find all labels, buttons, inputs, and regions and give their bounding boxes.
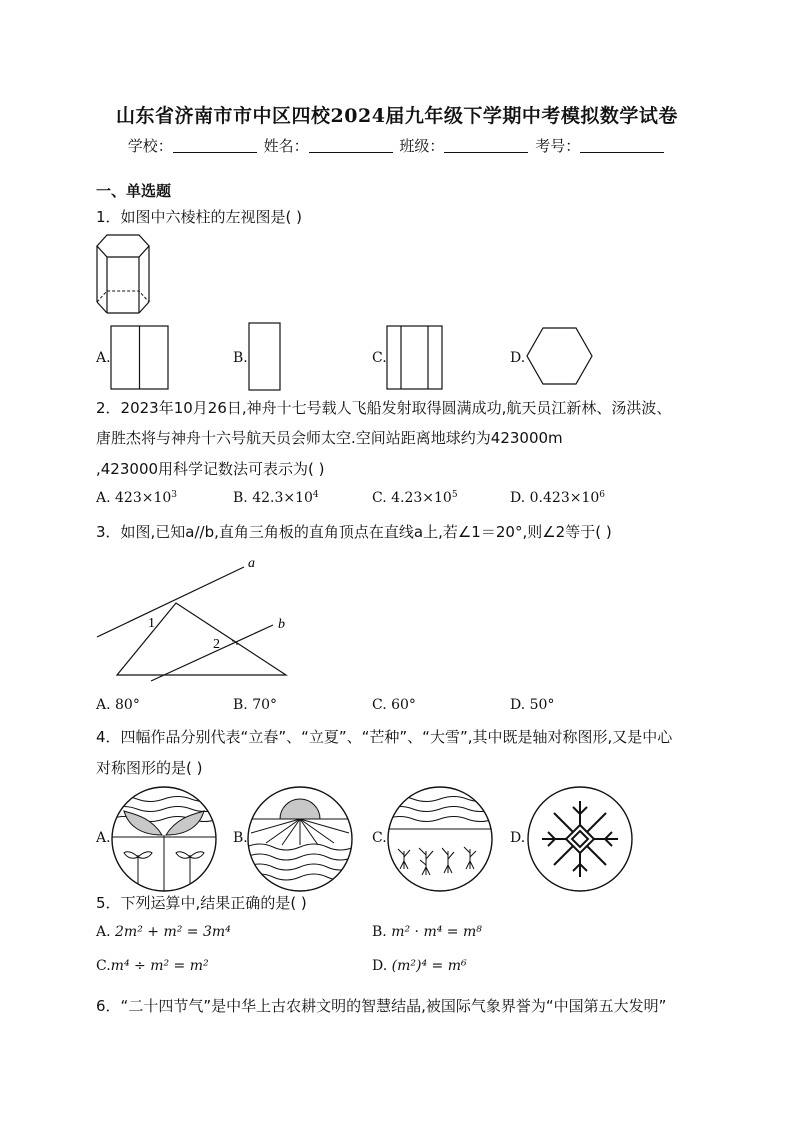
- school-label: 学校：: [127, 137, 173, 155]
- q5-option-a-text: 2m² + m² = 3m⁴: [115, 924, 231, 940]
- q2-option-d-base: 0.423×10: [529, 490, 600, 506]
- hex-prism-figure: [94, 232, 156, 316]
- name-blank[interactable]: [309, 138, 393, 153]
- q4-option-b-label: B.: [233, 830, 248, 846]
- q2-option-d-label: D.: [510, 490, 526, 506]
- q2-option-a[interactable]: [96, 490, 177, 506]
- class-blank[interactable]: [444, 138, 528, 153]
- q2-option-a-exp: 3: [171, 490, 178, 500]
- q2-line-2: 唐胜杰将与神舟十六号航天员会师太空.空间站距离地球约为423000m: [96, 429, 563, 447]
- q5-option-d-text: (m²)⁴ = m⁶: [391, 958, 467, 974]
- q4-option-c-figure[interactable]: [386, 785, 494, 893]
- q3-option-a[interactable]: A. 80°: [96, 697, 140, 713]
- q5-option-a-label: A.: [96, 924, 111, 940]
- q6-line-1: 6．“二十四节气”是中华上古农耕文明的智慧结晶,被国际气象界誉为“中国第五大发明”: [96, 997, 667, 1015]
- angle-2-label: 2: [213, 637, 220, 652]
- q1-option-b-figure[interactable]: [248, 322, 282, 392]
- q2-option-b-label: B.: [233, 490, 248, 506]
- q2-line-3: ,423000用科学记数法可表示为( ): [96, 460, 325, 478]
- q2-option-a-base: 423×10: [115, 490, 172, 506]
- q4-line-2: 对称图形的是( ): [96, 759, 203, 777]
- angle-1-label: 1: [148, 616, 155, 631]
- q1-option-c-label: C.: [372, 350, 387, 366]
- line-a-label: a: [248, 556, 255, 571]
- q2-option-b[interactable]: [233, 490, 319, 506]
- q4-option-c-label: C.: [372, 830, 387, 846]
- q5-option-a[interactable]: [96, 924, 231, 940]
- q5-option-c-label: C.: [96, 958, 111, 974]
- q3-figure: [96, 553, 296, 683]
- q5-option-b-text: m² · m⁴ = m⁸: [391, 924, 482, 940]
- q5-option-b-label: B.: [372, 924, 387, 940]
- q1-option-a-label: A.: [96, 350, 111, 366]
- q3-stem: 3．如图,已知a//b,直角三角板的直角顶点在直线a上,若∠1＝20°,则∠2等于( ): [96, 523, 612, 541]
- q3-option-c[interactable]: C. 60°: [372, 697, 416, 713]
- q1-option-a-figure[interactable]: [110, 325, 170, 391]
- q3-option-b[interactable]: B. 70°: [233, 697, 278, 713]
- q5-option-c-text: m⁴ ÷ m² = m²: [110, 958, 209, 974]
- name-label: 姓名：: [263, 137, 309, 155]
- q2-option-c[interactable]: [372, 490, 458, 506]
- q2-option-a-label: A.: [96, 490, 111, 506]
- q2-option-c-label: C.: [372, 490, 387, 506]
- q4-option-a-label: A.: [96, 830, 111, 846]
- number-blank[interactable]: [580, 138, 664, 153]
- student-info-row: [0, 135, 794, 156]
- q5-option-d[interactable]: [372, 958, 467, 974]
- q4-option-d-figure[interactable]: [526, 785, 634, 893]
- q2-option-b-base: 42.3×10: [252, 490, 313, 506]
- q2-option-b-exp: 4: [312, 490, 319, 500]
- q4-option-a-figure[interactable]: [110, 785, 218, 893]
- q3-option-d[interactable]: D. 50°: [510, 697, 555, 713]
- q2-option-c-base: 4.23×10: [391, 490, 452, 506]
- q1-option-c-figure[interactable]: [386, 325, 444, 391]
- q5-stem: 5．下列运算中,结果正确的是( ): [96, 894, 307, 912]
- q2-option-d-exp: 6: [599, 490, 605, 500]
- q5-option-d-label: D.: [372, 958, 388, 974]
- q5-option-b[interactable]: [372, 924, 482, 940]
- q4-option-b-figure[interactable]: [246, 785, 354, 893]
- q1-option-d-figure[interactable]: [526, 327, 594, 387]
- number-label: 考号：: [535, 137, 581, 155]
- q1-option-b-label: B.: [233, 350, 248, 366]
- q1-option-d-label: D.: [510, 350, 526, 366]
- q4-option-d-label: D.: [510, 830, 526, 846]
- q4-line-1: 4．四幅作品分别代表“立春”、“立夏”、“芒种”、“大雪”,其中既是轴对称图形,又是中心: [96, 728, 673, 746]
- class-label: 班级：: [399, 137, 445, 155]
- page-title: 山东省济南市市中区四校2024届九年级下学期中考模拟数学试卷: [116, 105, 678, 127]
- q2-option-d[interactable]: [510, 490, 605, 506]
- line-b-label: b: [278, 617, 285, 632]
- q2-option-c-exp: 5: [451, 490, 458, 500]
- school-blank[interactable]: [173, 138, 257, 153]
- q1-stem: 1．如图中六棱柱的左视图是( ): [96, 208, 303, 226]
- q5-option-c[interactable]: [96, 958, 209, 974]
- section-heading: 一、单选题: [96, 182, 172, 200]
- q2-line-1: 2．2023年10月26日,神舟十七号载人飞船发射取得圆满成功,航天员江新林、汤洪波、: [96, 399, 672, 417]
